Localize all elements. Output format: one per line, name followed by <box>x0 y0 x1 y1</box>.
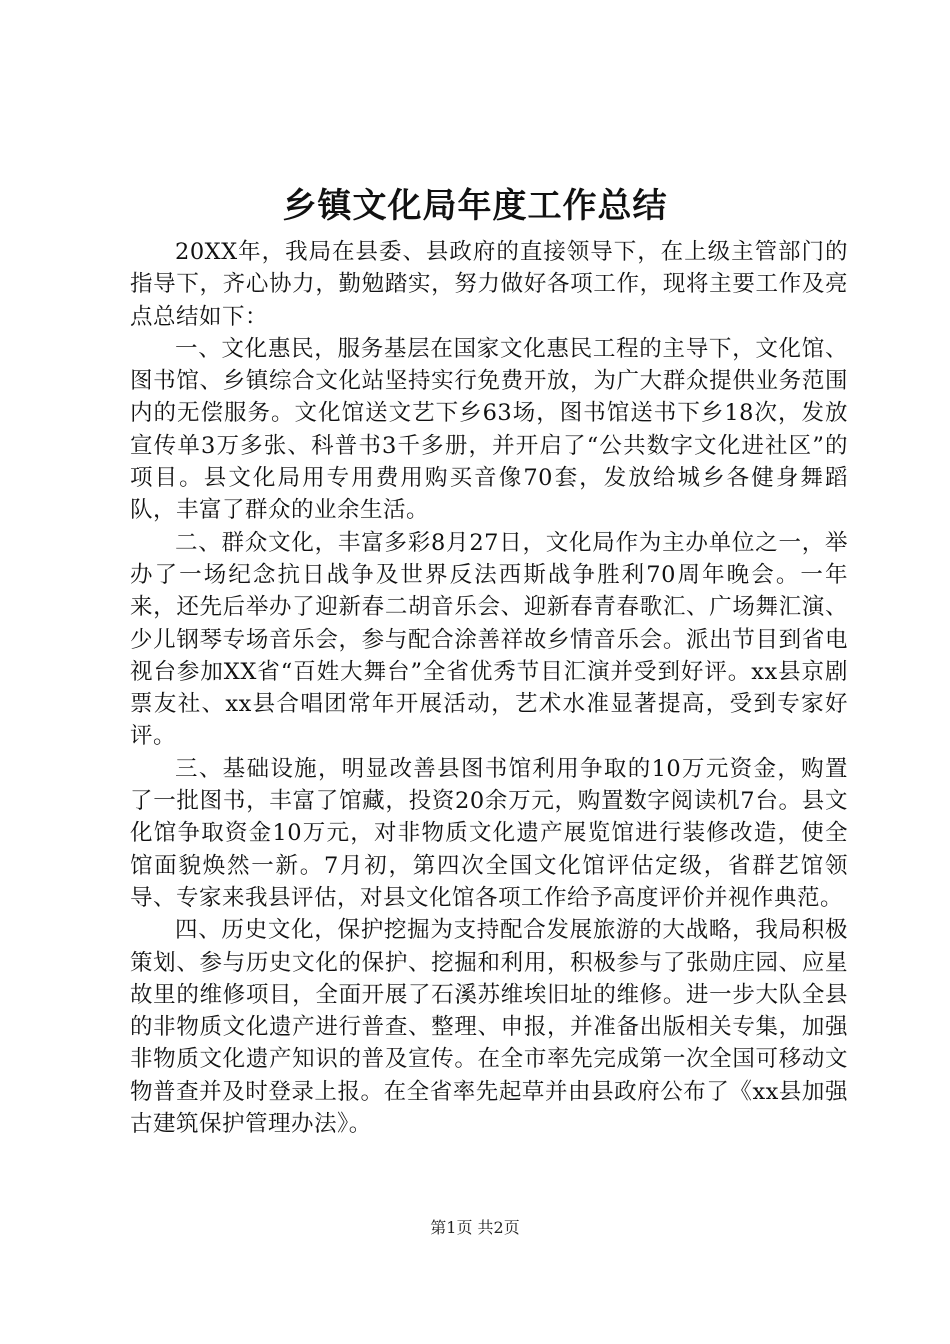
section-paragraph-mass-culture: 二、群众文化，丰富多彩8月27日，文化局作为主办单位之一，举办了一场纪念抗日战争及世界反法西斯战争胜利70周年晚会。一年来，还先后举办了迎新春二胡音乐会、迎新春青春歌汇、广场舞汇演、少儿钢琴专场音乐会，参与配合涂善祥故乡情音乐会。派出节目到省电视台参加XX省“百姓大舞台”全省优秀节目汇演并受到好评。xx县京剧票友社、xx县合唱团常年开展活动，艺术水准显著提高，受到专家好评。 <box>130 529 848 750</box>
document-title: 乡镇文化局年度工作总结 <box>282 186 668 226</box>
page-footer <box>0 1217 950 1239</box>
page-total: 共2页 <box>477 1218 520 1237</box>
document-body <box>130 236 848 1140</box>
section-paragraph-history-culture: 四、历史文化，保护挖掘为支持配合发展旅游的大战略，我局积极策划、参与历史文化的保护、挖掘和利用，积极参与了张勋庄园、应星故里的维修项目，全面开展了石溪苏维埃旧址的维修。进一步大队全县的非物质文化遗产进行普查、整理、申报，并准备出版相关专集，加强非物质文化遗产知识的普及宣传。在全市率先完成第一次全国可移动文物普查并及时登录上报。在全省率先起草并由县政府公布了《xx县加强古建筑保护管理办法》。 <box>130 917 848 1138</box>
section-paragraph-culture-benefit: 一、文化惠民，服务基层在国家文化惠民工程的主导下，文化馆、图书馆、乡镇综合文化站坚持实行免费开放，为广大群众提供业务范围内的无偿服务。文化馆送文艺下乡63场，图书馆送书下乡18次，发放宣传单3万多张、科普书3千多册，并开启了“公共数字文化进社区”的项目。县文化局用专用费用购买音像70套，发放给城乡各健身舞蹈队，丰富了群众的业余生活。 <box>130 335 848 524</box>
section-paragraph-infrastructure: 三、基础设施，明显改善县图书馆利用争取的10万元资金，购置了一批图书，丰富了馆藏，投资20余万元，购置数字阅读机7台。县文化馆争取资金10万元，对非物质文化遗产展览馆进行装修改造，使全馆面貌焕然一新。7月初，第四次全国文化馆评估定级，省群艺馆领导、专家来我县评估，对县文化馆各项工作给予高度评价并视作典范。 <box>130 755 848 911</box>
intro-paragraph: 20XX年，我局在县委、县政府的直接领导下，在上级主管部门的指导下，齐心协力，勤勉踏实，努力做好各项工作，现将主要工作及亮点总结如下： <box>130 239 848 330</box>
page-number: 第1页 <box>430 1218 473 1237</box>
